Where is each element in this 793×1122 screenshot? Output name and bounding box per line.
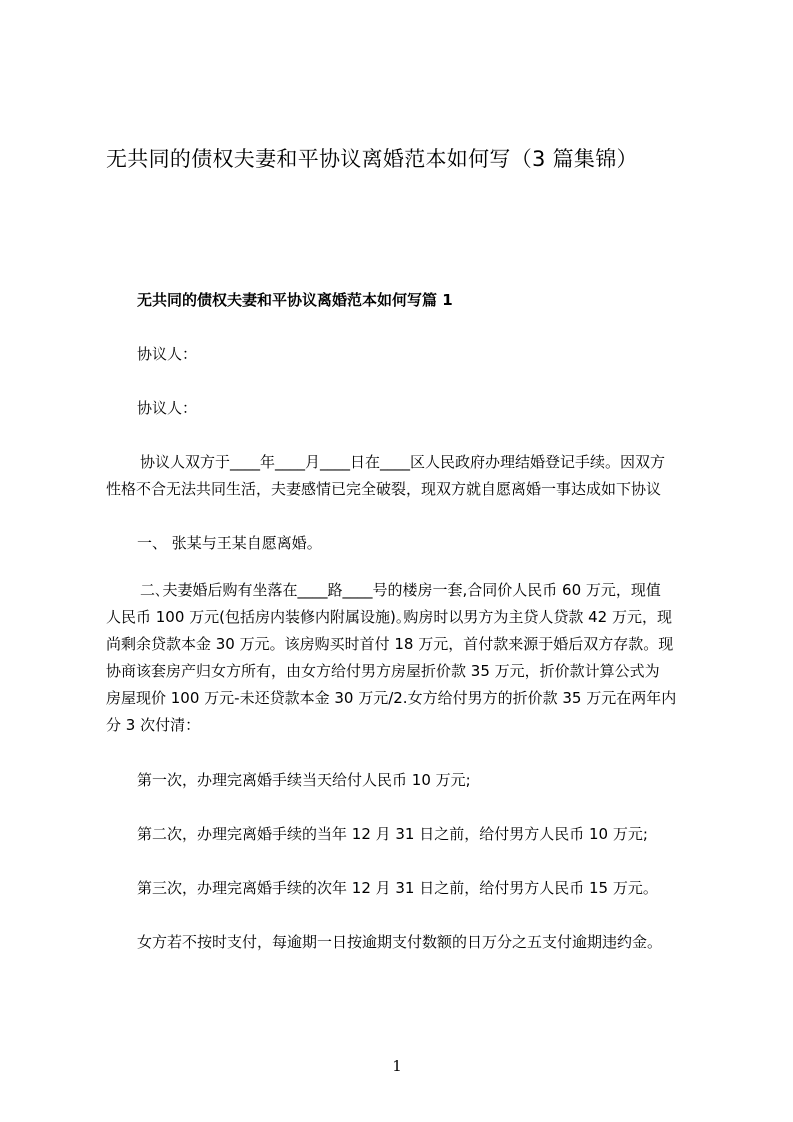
intro-line-2: 性格不合无法共同生活，夫妻感情已完全破裂，现双方就自愿离婚一事达成如下协议 — [106, 480, 662, 498]
clause-2-line-3: 尚剩余贷款本金 30 万元。该房购买时首付 18 万元，首付款来源于婚后双方存款。现 — [106, 635, 674, 653]
payment-first: 第一次，办理完离婚手续当天给付人民币 10 万元; — [137, 771, 471, 789]
penalty-clause: 女方若不按时支付，每逾期一日按逾期支付数额的日万分之五支付逾期违约金。 — [137, 933, 663, 951]
intro-line-1: 协议人双方于____年____月____日在____区人民政府办理结婚登记手续。因双方 — [140, 453, 666, 471]
payment-third: 第三次，办理完离婚手续的次年 12 月 31 日之前，给付男方人民币 15 万元。 — [137, 879, 658, 897]
page-number: 1 — [392, 1057, 402, 1075]
section-heading: 无共同的债权夫妻和平协议离婚范本如何写篇 1 — [137, 291, 453, 309]
clause-2-line-4: 协商该套房产归女方所有，由女方给付男方房屋折价款 35 万元，折价款计算公式为 — [106, 662, 660, 680]
clause-2-line-5: 房屋现价 100 万元-未还贷款本金 30 万元/2.女方给付男方的折价款 35 万元在两年内 — [106, 689, 677, 707]
clause-2-line-6: 分 3 次付清： — [106, 716, 201, 734]
clause-1: 一、 张某与王某自愿离婚。 — [137, 534, 322, 552]
document-title: 无共同的债权夫妻和平协议离婚范本如何写（3 篇集锦） — [106, 147, 638, 171]
party-a-label: 协议人： — [137, 345, 198, 363]
party-b-label: 协议人： — [137, 399, 198, 417]
payment-second: 第二次，办理完离婚手续的当年 12 月 31 日之前，给付男方人民币 10 万元; — [137, 825, 648, 843]
clause-2-line-2: 人民币 100 万元(包括房内装修内附属设施)｡购房时以男方为主贷人贷款 42 万元，现 — [106, 608, 672, 626]
clause-2-line-1: 二､夫妻婚后购有坐落在____路____号的楼房一套,合同价人民币 60 万元，现值 — [140, 581, 661, 599]
